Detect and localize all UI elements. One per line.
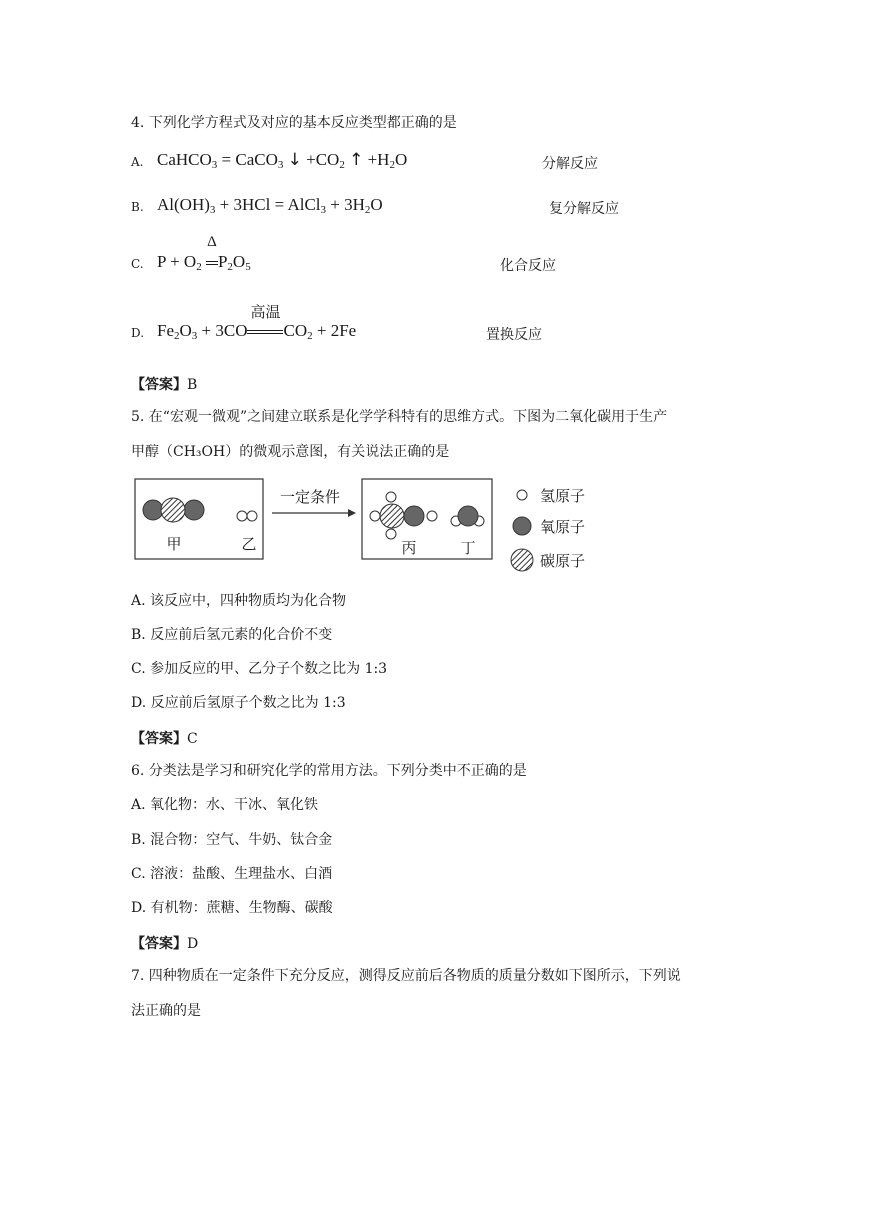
legend-oxygen-icon	[513, 517, 531, 535]
carbon-atom	[161, 498, 185, 522]
oxygen-atom	[404, 506, 424, 526]
q5-answer: 【答案】C	[131, 731, 198, 747]
high-temp-condition: 高温	[250, 303, 281, 321]
label-ding: 丁	[460, 539, 476, 557]
label-jia: 甲	[166, 535, 182, 553]
legend-carbon-label: 碳原子	[540, 552, 586, 570]
q4-option-c-letter: C.	[131, 257, 144, 271]
q7-stem-line1: 7. 四种物质在一定条件下充分反应，测得反应前后各物质的质量分数如下图所示，下列说	[131, 968, 681, 984]
heat-condition: Δ	[207, 234, 217, 250]
q4-option-c-type: 化合反应	[500, 258, 556, 274]
oxygen-atom	[458, 506, 478, 526]
arrow-label: 一定条件	[279, 488, 341, 506]
legend-hydrogen-label: 氢原子	[540, 487, 586, 505]
hydrogen-atom	[386, 492, 396, 502]
hydrogen-atom	[237, 511, 247, 521]
q4-option-b-type: 复分解反应	[549, 201, 619, 217]
q6-option-c: C. 溶液：盐酸、生理盐水、白酒	[131, 866, 333, 882]
q6-stem: 6. 分类法是学习和研究化学的常用方法。下列分类中不正确的是	[131, 763, 527, 779]
q4-option-b-letter: B.	[131, 200, 144, 214]
hydrogen-atom	[427, 511, 437, 521]
q4-option-c-equation: $P + O_2$ Δ $P_2O_5$	[157, 234, 251, 273]
q6-answer: 【答案】D	[131, 936, 199, 952]
label-bing: 丙	[401, 539, 417, 557]
q4-option-d-equation: $Fe_2O_3 + 3CO$ 高温 $CO_2 + 2Fe$	[157, 303, 357, 342]
q5-option-b: B. 反应前后氢元素的化合价不变	[131, 627, 333, 643]
reaction-diagram	[132, 476, 592, 586]
q4-option-a-letter: A.	[131, 155, 144, 169]
legend-hydrogen-icon	[517, 490, 527, 500]
hydrogen-atom	[370, 511, 380, 521]
q6-option-b: B. 混合物：空气、牛奶、钛合金	[131, 832, 333, 848]
q6-option-a: A. 氧化物：水、干冰、氧化铁	[131, 797, 319, 813]
label-yi: 乙	[241, 535, 257, 553]
q5-stem-line2: 甲醇（CH₃OH）的微观示意图，有关说法正确的是	[131, 444, 450, 460]
q4-option-d-type: 置换反应	[486, 327, 542, 343]
q7-stem-line2: 法正确的是	[131, 1003, 201, 1019]
q5-option-a: A. 该反应中，四种物质均为化合物	[131, 593, 347, 609]
q5-option-d: D. 反应前后氢原子个数之比为 1:3	[131, 695, 346, 711]
q4-answer: 【答案】B	[131, 377, 198, 393]
hydrogen-atom	[247, 511, 257, 521]
legend-oxygen-label: 氧原子	[540, 518, 586, 536]
q4-option-a-type: 分解反应	[542, 156, 598, 172]
q5-stem-line1: 5. 在“宏观一微观”之间建立联系是化学学科特有的思维方式。下图为二氧化碳用于生产	[131, 409, 668, 425]
carbon-atom	[380, 504, 404, 528]
q6-option-d: D. 有机物：蔗糖、生物酶、碳酸	[131, 900, 333, 916]
oxygen-atom	[184, 500, 204, 520]
q4-option-a-equation: CaHCO$_3$ = CaCO$_3$ ↓ $+CO_2$ ↑ $+H_2O$	[157, 150, 408, 171]
legend-carbon-icon	[511, 549, 533, 571]
oxygen-atom	[143, 500, 163, 520]
q4-stem: 4. 下列化学方程式及对应的基本反应类型都正确的是	[131, 115, 457, 131]
q4-option-d-letter: D.	[131, 326, 145, 340]
q4-option-b-equation: $Al(OH)_3 + 3HCl$ = AlCl$_3$ + $3H_2O$	[157, 195, 383, 216]
q5-option-c: C. 参加反应的甲、乙分子个数之比为 1:3	[131, 661, 388, 677]
hydrogen-atom	[386, 529, 396, 539]
